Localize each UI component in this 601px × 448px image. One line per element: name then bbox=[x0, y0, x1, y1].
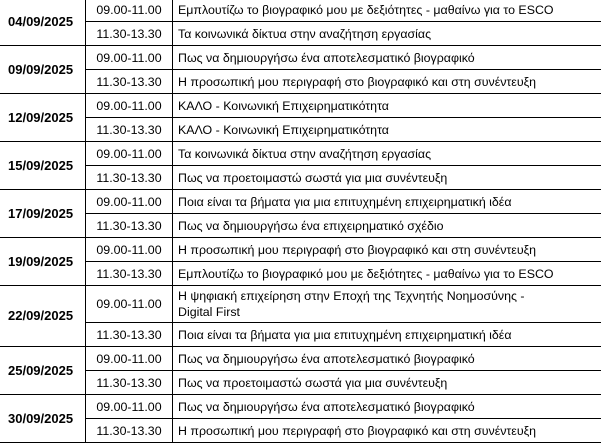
table-row bbox=[0, 142, 601, 166]
topic-cell: Πως να δημιουργήσω ένα αποτελεσματικό βιογραφικό bbox=[173, 46, 601, 70]
table-row bbox=[0, 94, 601, 118]
topic-cell bbox=[173, 286, 601, 323]
date-cell: 17/09/2025 bbox=[0, 190, 86, 238]
topic-cell: Πως να δημιουργήσω ένα αποτελεσματικό βιογραφικό bbox=[173, 395, 601, 419]
date-cell: 04/09/2025 bbox=[0, 0, 86, 46]
time-cell: 11.30-13.30 bbox=[86, 118, 173, 142]
date-cell: 22/09/2025 bbox=[0, 286, 86, 347]
table-row bbox=[0, 347, 601, 371]
date-cell: 30/09/2025 bbox=[0, 395, 86, 443]
time-cell: 09.00-11.00 bbox=[86, 142, 173, 166]
time-cell: 11.30-13.30 bbox=[86, 214, 173, 238]
time-cell: 09.00-11.00 bbox=[86, 347, 173, 371]
time-cell: 11.30-13.30 bbox=[86, 419, 173, 443]
topic-cell: Ποια είναι τα βήματα για μια επιτυχημένη επιχειρηματική ιδέα bbox=[173, 190, 601, 214]
table-row bbox=[0, 46, 601, 70]
table-row bbox=[0, 214, 601, 238]
date-cell: 09/09/2025 bbox=[0, 46, 86, 94]
topic-cell: Η προσωπική μου περιγραφή στο βιογραφικό και στη συνέντευξη bbox=[173, 419, 601, 443]
time-cell: 09.00-11.00 bbox=[86, 395, 173, 419]
time-cell: 11.30-13.30 bbox=[86, 262, 173, 286]
time-cell: 11.30-13.30 bbox=[86, 371, 173, 395]
date-cell: 25/09/2025 bbox=[0, 347, 86, 395]
date-cell: 12/09/2025 bbox=[0, 94, 86, 142]
topic-cell: ΚΑΛΟ - Κοινωνική Επιχειρηματικότητα bbox=[173, 118, 601, 142]
table-row bbox=[0, 371, 601, 395]
time-cell: 11.30-13.30 bbox=[86, 22, 173, 46]
time-cell: 11.30-13.30 bbox=[86, 70, 173, 94]
topic-cell: Ποια είναι τα βήματα για μια επιτυχημένη επιχειρηματική ιδέα bbox=[173, 323, 601, 347]
table-row bbox=[0, 238, 601, 262]
table-row bbox=[0, 22, 601, 46]
topic-cell: Πως να δημιουργήσω ένα επιχειρηματικό σχέδιο bbox=[173, 214, 601, 238]
time-cell: 09.00-11.00 bbox=[86, 190, 173, 214]
time-cell: 09.00-11.00 bbox=[86, 0, 173, 22]
time-cell: 09.00-11.00 bbox=[86, 46, 173, 70]
topic-cell: Η προσωπική μου περιγραφή στο βιογραφικό και στη συνέντευξη bbox=[173, 70, 601, 94]
table-row bbox=[0, 395, 601, 419]
date-cell: 15/09/2025 bbox=[0, 142, 86, 190]
topic-cell: Η προσωπική μου περιγραφή στο βιογραφικό και στη συνέντευξη bbox=[173, 238, 601, 262]
table-row bbox=[0, 118, 601, 142]
table-row bbox=[0, 0, 601, 22]
table-row bbox=[0, 70, 601, 94]
table-row bbox=[0, 166, 601, 190]
table-row bbox=[0, 262, 601, 286]
topic-cell: Τα κοινωνικά δίκτυα στην αναζήτηση εργασίας bbox=[173, 142, 601, 166]
topic-cell: Πως να προετοιμαστώ σωστά για μια συνέντευξη bbox=[173, 371, 601, 395]
topic-cell: Εμπλουτίζω το βιογραφικό μου με δεξιότητες - μαθαίνω για το ESCO bbox=[173, 0, 601, 22]
topic-line: Digital First bbox=[178, 305, 240, 319]
time-cell: 09.00-11.00 bbox=[86, 286, 173, 323]
topic-cell: Πως να δημιουργήσω ένα αποτελεσματικό βιογραφικό bbox=[173, 347, 601, 371]
table-row bbox=[0, 190, 601, 214]
topic-cell: Εμπλουτίζω το βιογραφικό μου με δεξιότητες - μαθαίνω για το ESCO bbox=[173, 262, 601, 286]
topic-cell: Πως να προετοιμαστώ σωστά για μια συνέντευξη bbox=[173, 166, 601, 190]
time-cell: 11.30-13.30 bbox=[86, 166, 173, 190]
topic-line: Η ψηφιακή επιχείρηση στην Εποχή της Τεχνητής Νοημοσύνης - bbox=[178, 289, 525, 303]
table-row bbox=[0, 323, 601, 347]
topic-cell: ΚΑΛΟ - Κοινωνική Επιχειρηματικότητα bbox=[173, 94, 601, 118]
topic-cell: Τα κοινωνικά δίκτυα στην αναζήτηση εργασίας bbox=[173, 22, 601, 46]
time-cell: 11.30-13.30 bbox=[86, 323, 173, 347]
date-cell: 19/09/2025 bbox=[0, 238, 86, 286]
table-row bbox=[0, 286, 601, 323]
table-row bbox=[0, 419, 601, 443]
time-cell: 09.00-11.00 bbox=[86, 94, 173, 118]
time-cell: 09.00-11.00 bbox=[86, 238, 173, 262]
